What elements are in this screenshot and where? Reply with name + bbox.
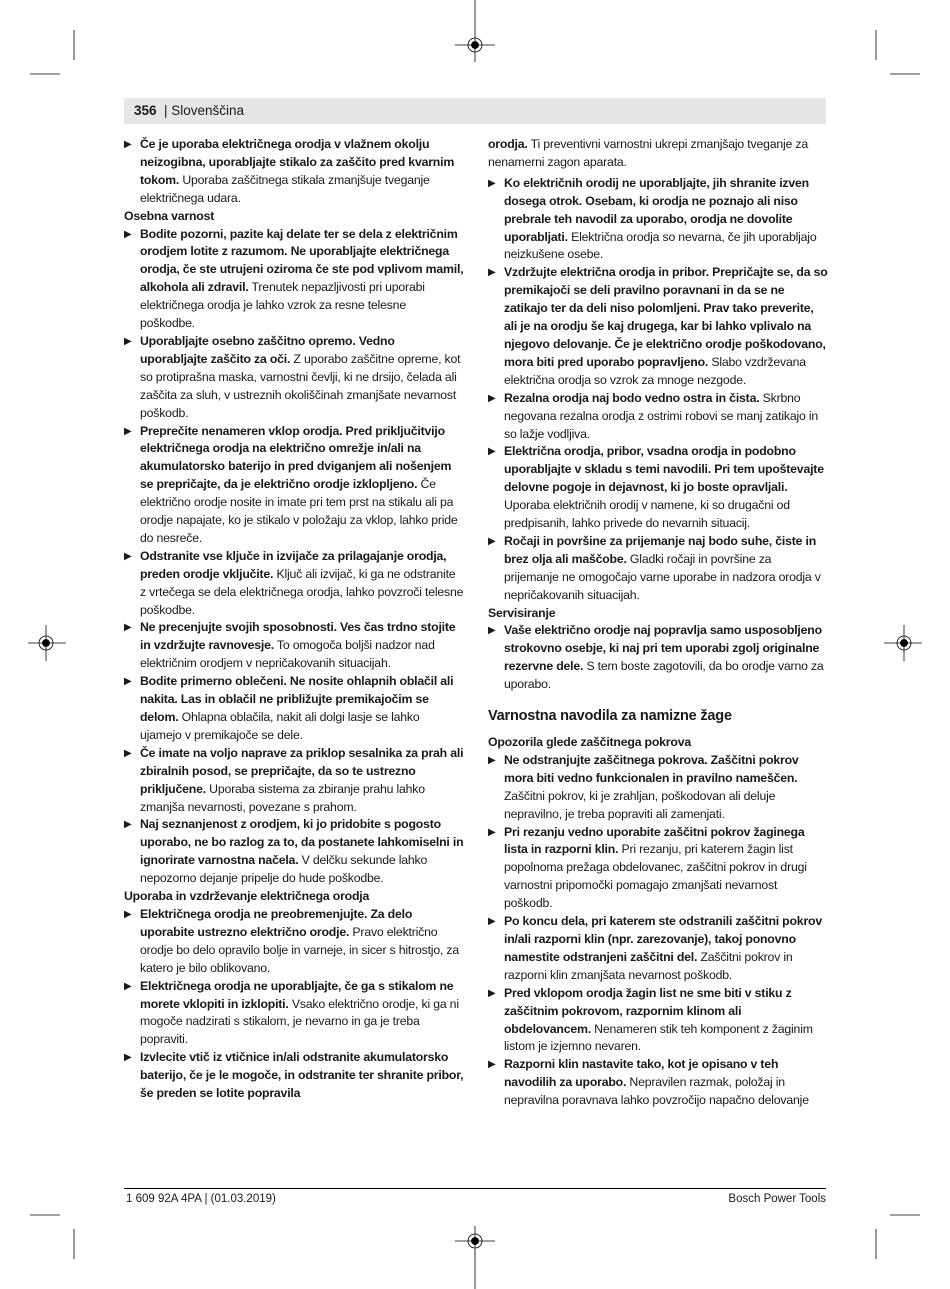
item-body-text: Uporaba zaščitnega stikala zmanjšuje tveganje električnega udara. [140, 172, 430, 205]
list-item [488, 175, 828, 265]
bullet-triangle-icon: ▶ [124, 622, 132, 634]
item-bold-text: Po koncu dela, pri katerem ste odstranili zaščitni pokrov in/ali razporni klin (npr. zarezovanje), takoj ponovno namestite odstranjeni zaščitni del. [504, 914, 822, 964]
bullet-triangle-icon: ▶ [124, 335, 132, 347]
item-body-text: Električna orodja so nevarna, če jih uporabljajo neizkušene osebe. [504, 229, 817, 262]
list-item [124, 978, 464, 1050]
list-item [124, 673, 464, 745]
item-body-text: S tem boste zagotovili, da bo orodje varno za uporabo. [504, 659, 824, 692]
item-bold-text: Pred vklopom orodja žagin list ne sme biti v stiku z zaščitnim pokrovom, razpornim klinom ali obdelovancem. [504, 985, 792, 1036]
list-item [488, 824, 828, 914]
right-column [488, 136, 828, 1110]
item-bold-text: Ročaji in površine za prijemanje naj bodo suhe, čiste in brez olja ali maščobe. [504, 533, 817, 566]
item-body-text: Gladki ročaji in površine za prijemanje ne omogočajo varne uporabe in nadzora orodja v nepričakovanih situacijah. [504, 551, 821, 602]
bullet-triangle-icon: ▶ [488, 535, 496, 547]
item-body-text: Trenutek nepazljivosti pri uporabi električnega orodja je lahko vzrok za resne telesne poškodbe. [140, 280, 425, 331]
bullet-triangle-icon: ▶ [488, 916, 496, 928]
list-item [488, 390, 828, 444]
item-bold-text: Vzdržujte električna orodja in pribor. Prepričajte se, da so premikajoči se deli pravilno poravnani in da se ne zatikajo ter da deli niso polomljeni. Prav tako preverite, ali je na orodju še kaj drugega, kar bi lahko vplivalo na njegovo delovanje. Če je električno orodje poškodovano, mora biti pred uporabo popravljeno. [504, 265, 828, 369]
item-bold-text: Rezalna orodja naj bodo vedno ostra in čista. [504, 390, 760, 405]
list-item [488, 264, 828, 389]
section-heading: Varnostna navodila za namizne žage [488, 708, 732, 725]
bullet-triangle-icon: ▶ [124, 1052, 132, 1064]
bullet-triangle-icon: ▶ [124, 819, 132, 831]
bullet-triangle-icon: ▶ [488, 826, 496, 838]
bullet-triangle-icon: ▶ [488, 177, 496, 189]
list-item [488, 533, 828, 605]
bullet-triangle-icon: ▶ [124, 550, 132, 562]
bullet-triangle-icon: ▶ [488, 1059, 496, 1071]
bullet-triangle-icon: ▶ [124, 139, 132, 150]
list-item [124, 745, 464, 817]
list-item [124, 136, 464, 208]
subheading: Servisiranje [488, 605, 556, 620]
list-item [124, 619, 464, 673]
item-bold-text: Če imate na voljo naprave za priklop sesalnika za prah ali zbiralnih posod, se prepričajte, da so te ustrezno priključene. [140, 745, 464, 796]
item-bold-text: Uporabljajte osebno zaščitno opremo. Vedno uporabljajte zaščito za oči. [140, 333, 395, 366]
item-body-text: Zaščitni pokrov, ki je zrahljan, poškodovan ali deluje nepravilno, je treba popraviti ali zamenjati. [504, 788, 776, 821]
list-item [488, 985, 828, 1057]
item-body-text: Uporaba sistema za zbiranje prahu lahko zmanjša nevarnosti, povezane s prahom. [140, 781, 425, 814]
item-bold-text: Bodite primerno oblečeni. Ne nosite ohlapnih oblačil ali nakita. Las in oblačil ne približujte premikajočim se delom. [140, 674, 454, 724]
bullet-triangle-icon: ▶ [488, 625, 496, 637]
footer-doc-id: 1 609 92A 4PA | (01.03.2019) [126, 1193, 276, 1205]
item-bold-text: Električna orodja, pribor, vsadna orodja in podobno uporabljajte v skladu s temi navodili. Pri tem upoštevajte delovne pogoje in dejavnost, ki jo boste opravljali. [504, 444, 824, 495]
item-body-text: Ohlapna oblačila, nakit ali dolgi lasje se lahko ujamejo v premikajoče se dele. [140, 710, 420, 742]
bullet-triangle-icon: ▶ [124, 425, 132, 437]
item-body-text: Pravo električno orodje bo delo opravilo bolje in varneje, in sicer s hitrostjo, za katero je bilo oblikovano. [140, 924, 459, 975]
subheading: Opozorila glede zaščitnega pokrova [488, 735, 691, 749]
bullet-triangle-icon: ▶ [124, 980, 132, 992]
bullet-triangle-icon: ▶ [488, 267, 496, 279]
item-bold-text: Razporni klin nastavite tako, kot je opisano v teh navodilih za uporabo. [504, 1057, 779, 1090]
page-footer [124, 1188, 826, 1205]
item-bold-text: Naj seznanjenost z orodjem, ki jo pridobite s pogosto uporabo, ne bo razlog za to, da postanete lahkomiselni in ignorirate varnostna načela. [140, 817, 464, 868]
bullet-triangle-icon: ▶ [124, 228, 132, 240]
list-item [124, 906, 464, 978]
bullet-triangle-icon: ▶ [488, 392, 496, 404]
item-body-text: Slabo vzdrževana električna orodja so vzrok za mnoge nezgode. [504, 354, 806, 387]
item-body-text: Uporaba električnih orodij v namene, ki so drugačni od predpisanih, lahko privede do nevarnih situacij. [504, 498, 790, 531]
bullet-triangle-icon: ▶ [488, 987, 496, 999]
subheading: Osebna varnost [124, 208, 215, 223]
bullet-triangle-icon: ▶ [488, 754, 496, 766]
item-body-text: Zaščitni pokrov in razporni klin zmanjšata nevarnost poškodb. [504, 949, 793, 982]
item-bold-text: Vaše električno orodje naj popravlja samo usposobljeno strokovno osebje, ki naj pri tem uporabi zgolj originalne rezervne dele. [504, 623, 822, 674]
item-body-text: Skrbno negovana rezalna orodja z ostrimi robovi se manj zatikajo in so lažje vodljiva. [504, 390, 819, 441]
item-bold-text: Preprečite nenameren vklop orodja. Pred priključitvijo električnega orodja na električno omrežje in/ali na akumulatorsko baterijo in pred dviganjem ali nošenjem se prepričajte, da je električno orodje izklopljeno. [140, 423, 452, 492]
list-item [124, 548, 464, 620]
item-bold-text: Odstranite vse ključe in izvijače za prilagajanje orodja, preden orodje vključite. [140, 548, 447, 581]
item-body-text: Ključ ali izvijač, ki ga ne odstranite z vrtečega se dela električnega orodja, lahko povzroči telesne poškodbe. [140, 566, 464, 617]
item-body-text: To omogoča boljši nadzor nad električnim orodjem v nepričakovanih situacijah. [140, 638, 435, 671]
item-bold-text: Izvlecite vtič iz vtičnice in/ali odstranite akumulatorsko baterijo, če je le mogoče, in odstranite ter shranite pribor, še preden se lotite popravila [140, 1050, 464, 1101]
item-body-text: V delčku sekunde lahko nepozorno dejanje pripelje do hude poškodbe. [140, 853, 428, 886]
page-header [124, 98, 826, 124]
item-body-text: Pri rezanju, pri katerem žagin list popolnoma prežaga obdelovanec, zaščitni pokrov in drugi varnostni pripomočki pomagajo zmanjšati nevarnost poškodb. [504, 842, 807, 911]
bullet-triangle-icon: ▶ [124, 908, 132, 920]
subheading: Uporaba in vzdrževanje električnega orodja [124, 889, 370, 904]
list-item [124, 226, 464, 333]
item-bold-text: Ne odstranjujte zaščitnega pokrova. Zaščitni pokrov mora biti vedno funkcionalen in pravilno nameščen. [504, 752, 799, 785]
left-column [124, 136, 464, 1103]
list-item [124, 1049, 464, 1103]
list-item [488, 1056, 828, 1110]
bullet-triangle-icon: ▶ [124, 676, 132, 688]
bullet-triangle-icon: ▶ [124, 747, 132, 759]
item-bold-text: Pri rezanju vedno uporabite zaščitni pokrov žaginega lista in razporni klin. [504, 824, 805, 857]
item-bold-text: Električnega orodja ne uporabljajte, če ga s stikalom ne morete vklopiti in izklopiti. [140, 978, 454, 1011]
item-bold-text: Če je uporaba električnega orodja v vlažnem okolju neizogibna, uporabljajte stikalo za zaščito pred kvarnim tokom. [140, 137, 455, 187]
page-number: 356 [134, 103, 157, 118]
item-body-text: Vsako električno orodje, ki ga ni mogoče nadzirati s stikalom, je nevarno in ga je treba popraviti. [140, 996, 459, 1047]
list-item [488, 443, 828, 533]
item-bold-text: Električnega orodja ne preobremenjujte. Za delo uporabite ustrezno električno orodje. [140, 906, 413, 939]
footer-brand: Bosch Power Tools [728, 1193, 826, 1205]
item-bold-text: Ne precenjujte svojih sposobnosti. Ves čas trdno stojite in vzdržujte ravnovesje. [140, 620, 456, 653]
list-item [488, 622, 828, 694]
list-item [124, 423, 464, 548]
item-body-text: Nenameren stik teh komponent z žaginim listom je izjemno nevaren. [504, 1021, 813, 1054]
list-item [488, 913, 828, 985]
list-item [124, 816, 464, 888]
item-body-text: Z uporabo zaščitne opreme, kot so protiprašna maska, varnostni čevlji, ki ne drsijo, čelada ali zaščita za sluh, v ustreznih okoliščinah zmanjšate nevarnost poškodb. [140, 351, 461, 420]
item-bold-text: Bodite pozorni, pazite kaj delate ter se dela z električnim orodjem lotite z razumom. Ne uporabljajte električnega orodja, če ste utrujeni oziroma če ste pod vplivom mamil, alkohola ali zdravil. [140, 226, 464, 295]
paragraph-continuation [488, 136, 828, 172]
item-bold-text: Ko električnih orodij ne uporabljajte, jih shranite izven dosega otrok. Osebam, ki orodja ne poznajo ali niso prebrale teh navodil za uporabo, orodja ne dovolite uporabljati. [504, 175, 809, 244]
bullet-triangle-icon: ▶ [488, 446, 496, 458]
item-body-text: Nepravilen razmak, položaj in nepravilna poravnava lahko povzročijo napačno delovanje [504, 1075, 809, 1108]
section-title: | Slovenščina [164, 103, 245, 118]
item-body-text: Če električno orodje nosite in imate pri tem prst na stikalu ali pa orodje napajate, ko je stikalo v položaju za vklop, lahko pride do nesreče. [140, 477, 458, 545]
item-bold-text: orodja. [488, 137, 528, 151]
item-body-text: Ti preventivni varnostni ukrepi zmanjšajo tveganje za nenamerni zagon aparata. [488, 137, 808, 169]
list-item [124, 333, 464, 423]
list-item [488, 752, 828, 824]
